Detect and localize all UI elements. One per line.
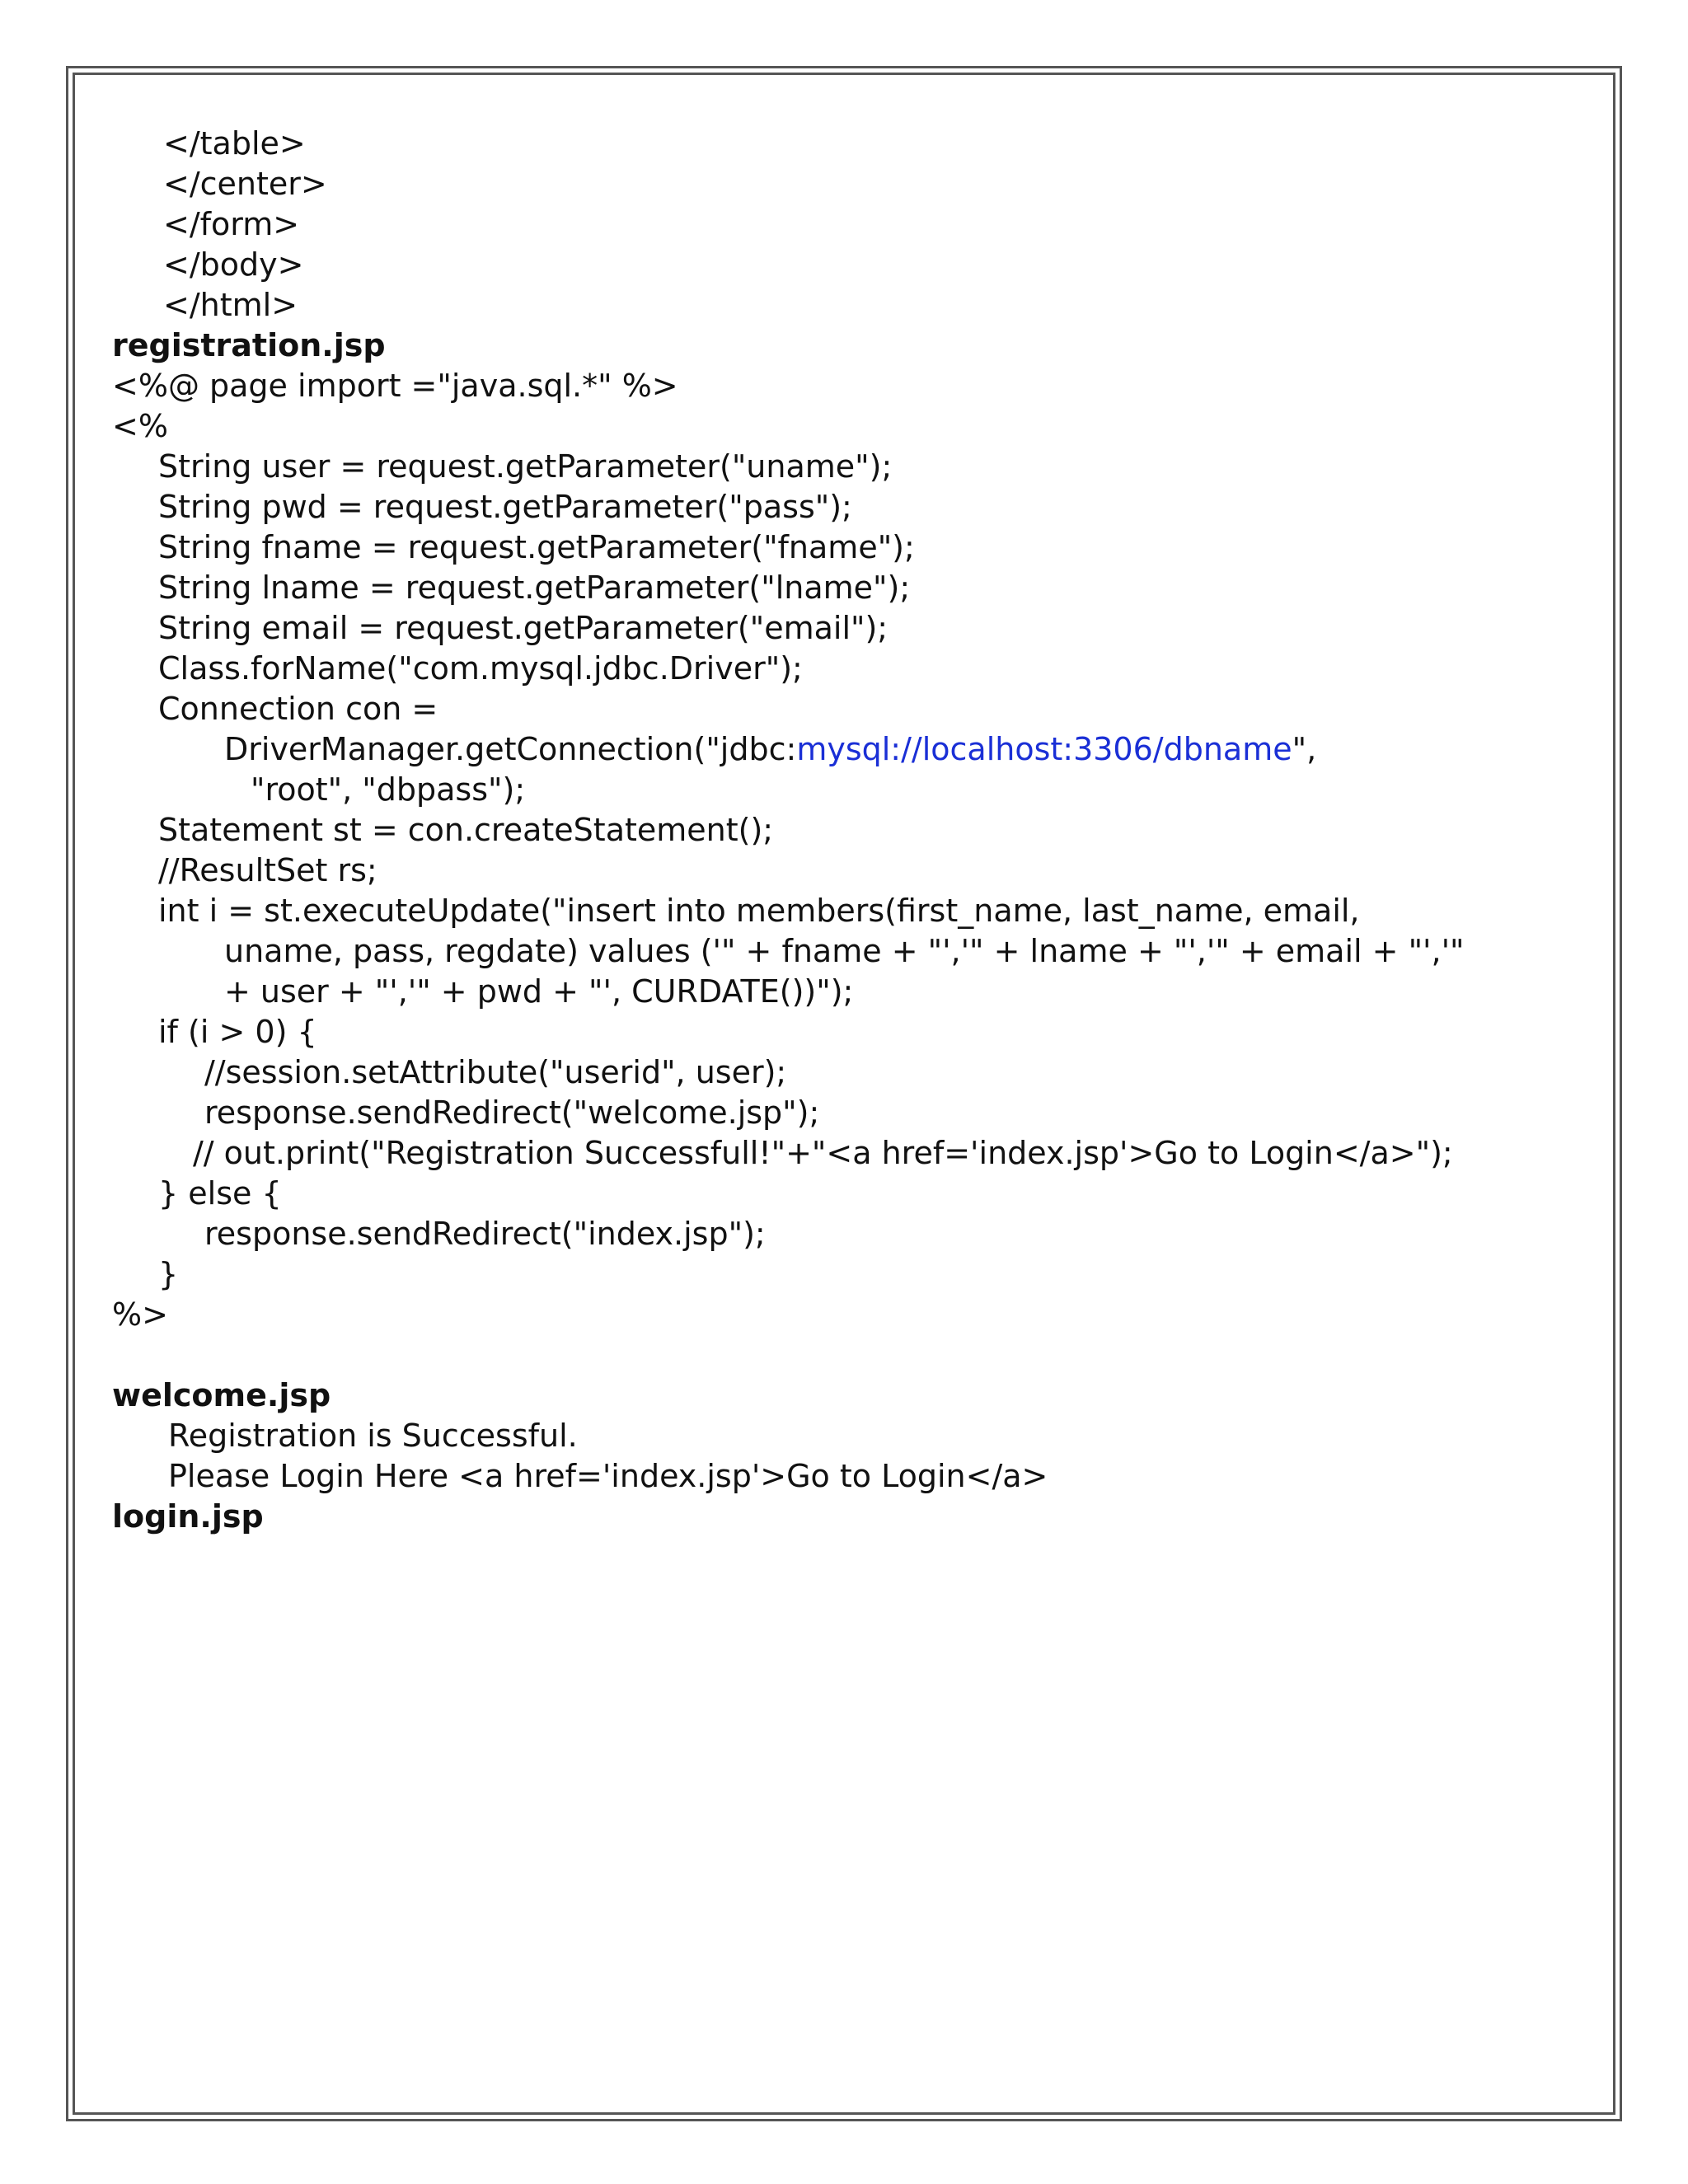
code-line-connection: Connection con = (158, 691, 438, 727)
code-line-execute-2: uname, pass, regdate) values ('" + fname + "','" + lname + "','" + email + "','" (224, 933, 1465, 969)
welcome-heading: welcome.jsp (112, 1377, 331, 1413)
code-line-redirect-index: response.sendRedirect("index.jsp"); (204, 1216, 766, 1252)
driver-prefix: DriverManager.getConnection("jdbc: (224, 731, 797, 767)
code-line-class-for-name: Class.forName("com.mysql.jdbc.Driver"); (158, 650, 803, 687)
code-line-execute-3: + user + "','" + pwd + "', CURDATE())"); (224, 973, 854, 1010)
code-line-statement: Statement st = con.createStatement(); (158, 812, 774, 848)
driver-suffix: ", (1292, 731, 1317, 767)
code-line-import: <%@ page import ="java.sql.*" %> (112, 368, 678, 404)
code-line-email: String email = request.getParameter("email"); (158, 610, 889, 646)
code-line-close-scriptlet: %> (112, 1296, 168, 1333)
jdbc-url-link[interactable]: mysql://localhost:3306/dbname (796, 731, 1292, 767)
code-line-fname: String fname = request.getParameter("fname"); (158, 529, 915, 565)
code-line-if: if (i > 0) { (158, 1014, 317, 1050)
code-line-close-center: </center> (163, 166, 327, 202)
code-line-lname: String lname = request.getParameter("lname"); (158, 569, 911, 606)
code-line-close-html: </html> (163, 287, 298, 323)
registration-heading: registration.jsp (112, 327, 386, 363)
code-line-close-form: </form> (163, 206, 300, 242)
login-heading: login.jsp (112, 1498, 264, 1535)
code-line-user: String user = request.getParameter("uname"); (158, 448, 893, 485)
code-line-execute-1: int i = st.executeUpdate("insert into members(first_name, last_name, email, (158, 893, 1360, 929)
code-line-pwd: String pwd = request.getParameter("pass"); (158, 489, 852, 525)
welcome-line-2: Please Login Here <a href='index.jsp'>Go to Login</a> (168, 1458, 1048, 1494)
code-line-session-comment: //session.setAttribute("userid", user); (204, 1054, 787, 1090)
code-line-close-brace: } (158, 1256, 179, 1292)
code-line-else: } else { (158, 1175, 282, 1212)
spacer (112, 1335, 1579, 1376)
code-line-driver-args: "root", "dbpass"); (251, 771, 526, 808)
code-line-redirect-welcome: response.sendRedirect("welcome.jsp"); (204, 1094, 820, 1131)
code-line-out-print-comment: // out.print("Registration Successfull!"+"<a href='index.jsp'>Go to Login</a>"); (193, 1135, 1453, 1171)
document-body (112, 124, 1579, 1537)
code-line-open-scriptlet: <% (112, 408, 168, 444)
code-line-close-table: </table> (163, 125, 306, 162)
code-line-close-body: </body> (163, 246, 304, 283)
code-line-resultset-comment: //ResultSet rs; (158, 852, 377, 888)
code-line-driver-manager (112, 729, 1579, 770)
welcome-line-1: Registration is Successful. (168, 1418, 578, 1454)
